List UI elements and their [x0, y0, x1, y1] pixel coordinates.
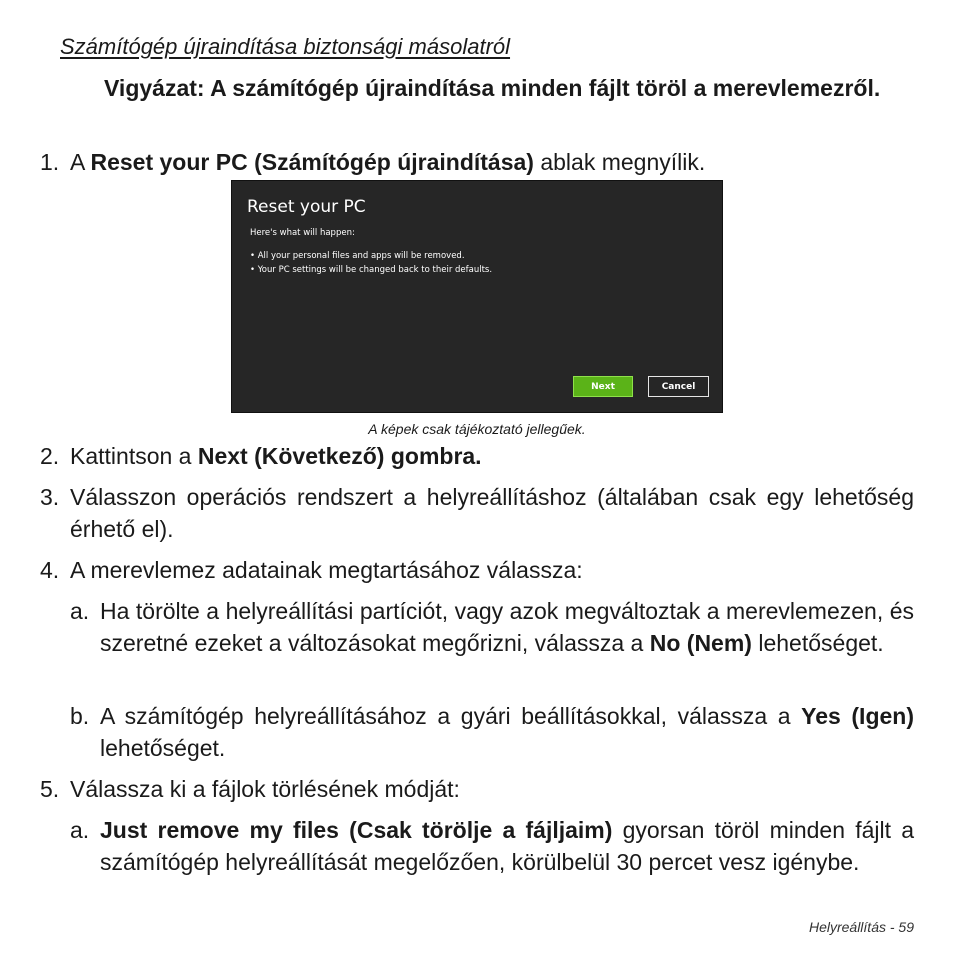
step-text: Kattintson a	[70, 443, 198, 469]
step-3	[40, 481, 914, 545]
step-text: A merevlemez adatainak megtartásához válassza:	[70, 557, 583, 583]
image-caption: A képek csak tájékoztató jellegűek.	[368, 421, 586, 437]
step-5a	[70, 814, 914, 878]
step-text: Válasszon operációs rendszert a helyreállításhoz (általában csak egy lehetőség érhető el).	[70, 484, 914, 542]
substep-text-end: gyorsan töröl minden fájlt a számítógép helyreállítását megelőzően, körülbelül 30 percet vesz igénybe.	[100, 817, 914, 875]
screenshot-bullet: • All your personal files and apps will be removed.	[250, 251, 465, 261]
step-text: Válassza ki a fájlok törlésének módját:	[70, 776, 460, 802]
step-number: 1.	[40, 149, 60, 175]
step-1	[40, 146, 914, 178]
screenshot-title: Reset your PC	[247, 197, 366, 217]
substep-bold: Yes (Igen)	[801, 703, 914, 729]
screenshot-subtitle: Here's what will happen:	[250, 228, 355, 238]
step-text-end: ablak megnyílik.	[533, 149, 706, 175]
step-5	[40, 773, 914, 805]
step-bold: Next (Következő) gombra.	[197, 443, 482, 469]
screenshot-bullet: • Your PC settings will be changed back to their defaults.	[250, 265, 493, 275]
substep-letter: a.	[70, 817, 90, 843]
substep-bold: No (Nem)	[649, 630, 752, 656]
step-4b	[70, 700, 914, 764]
substep-letter: a.	[70, 598, 90, 624]
step-4	[40, 554, 914, 586]
step-2	[40, 440, 914, 472]
substep-letter: b.	[70, 703, 90, 729]
next-button[interactable]: Next	[573, 376, 633, 397]
step-bold: Reset your PC (Számítógép újraindítása)	[90, 149, 534, 175]
step-4a	[70, 595, 914, 659]
warning-text: Vigyázat: A számítógép újraindítása minden fájlt töröl a merevlemezről.	[104, 75, 881, 101]
substep-text: A számítógép helyreállításához a gyári beállításokkal, válassza a	[100, 703, 802, 729]
step-number: 4.	[40, 557, 60, 583]
substep-text-end: lehetőséget.	[751, 630, 884, 656]
reset-pc-screenshot	[231, 180, 723, 413]
substep-text-end: lehetőséget.	[100, 735, 226, 761]
section-title: Számítógép újraindítása biztonsági másolatról	[60, 34, 511, 59]
step-number: 5.	[40, 776, 60, 802]
step-text: A	[70, 149, 91, 175]
page-footer: Helyreállítás - 59	[808, 919, 914, 935]
step-number: 3.	[40, 484, 60, 510]
cancel-button[interactable]: Cancel	[648, 376, 709, 397]
substep-text: Ha törölte a helyreállítási partíciót, vagy azok megváltoztak a merevlemezen, és szeretné ezeket a változásokat megőrizni, válassza a	[100, 598, 914, 656]
substep-bold: Just remove my files (Csak törölje a fájljaim)	[100, 817, 613, 843]
step-number: 2.	[40, 443, 60, 469]
